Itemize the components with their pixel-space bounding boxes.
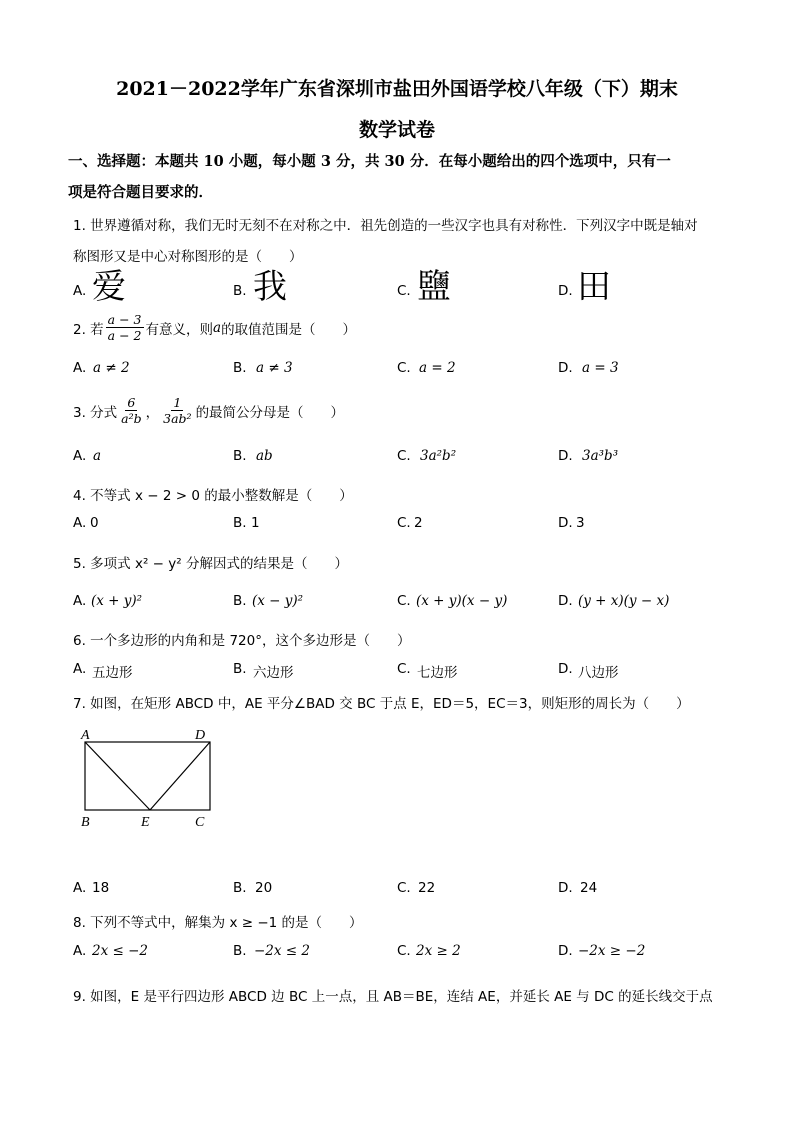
question-5-stem: 5. 多项式 x² − y² 分解因式的结果是（ ） (73, 556, 348, 572)
option-text: 六边形 (253, 665, 294, 681)
question-2-mid: 有意义，则 (145, 321, 213, 338)
fraction (119, 395, 143, 426)
option-text: 2x ≥ 2 (416, 943, 461, 959)
option-label: C. (397, 943, 411, 959)
option-label: A. (73, 943, 87, 959)
question-8-stem: 8. 下列不等式中，解集为 x ≥ −1 的是（ ） (73, 915, 363, 931)
option-text: 20 (255, 880, 273, 896)
vertex-label-a: A (81, 728, 90, 743)
fraction-denominator: a − 2 (107, 328, 142, 343)
option-label: D. (558, 283, 573, 299)
fraction-denominator: 3ab² (163, 411, 192, 426)
option-text: 1 (251, 515, 260, 531)
rectangle-abcd (85, 742, 210, 810)
option-text: a ≠ 3 (256, 360, 293, 376)
question-3-suffix: 的最简公分母是（ ） (195, 404, 345, 421)
option-label: C. (397, 880, 411, 896)
fraction-numerator: 1 (173, 395, 182, 410)
vertex-label-c: C (195, 815, 205, 830)
option-label: B. (233, 515, 247, 531)
option-text: −2x ≤ 2 (254, 943, 310, 959)
variable: a (213, 319, 222, 336)
option-text: 0 (90, 515, 99, 531)
option-text: 五边形 (92, 665, 133, 681)
option-text: 22 (418, 880, 436, 896)
option-label: B. (233, 880, 247, 896)
option-label: D. (558, 661, 573, 677)
option-text: 2x ≤ −2 (92, 943, 148, 959)
option-label: C. (397, 661, 411, 677)
option-text: −2x ≥ −2 (578, 943, 646, 959)
hanzi-wo-glyph: 我 (253, 267, 287, 307)
option-text: (x + y)(x − y) (416, 593, 508, 609)
option-label: A. (73, 283, 87, 299)
option-label: B. (233, 943, 247, 959)
section-heading-line2: 项是符合题目要求的． (68, 184, 213, 201)
section-heading-line1: 一、选择题：本题共 10 小题，每小题 3 分，共 30 分．在每小题给出的四个选项中，只有一 (68, 153, 671, 170)
option-label: B. (233, 593, 247, 609)
option-label: C. (397, 360, 411, 376)
option-text: 18 (92, 880, 110, 896)
option-label: A. (73, 880, 87, 896)
option-label: D. (558, 880, 573, 896)
option-label: C. (397, 515, 411, 531)
option-label: A. (73, 661, 87, 677)
option-text: ab (256, 448, 273, 464)
fraction (106, 312, 144, 343)
question-4-stem: 4. 不等式 x − 2 > 0 的最小整数解是（ ） (73, 488, 353, 504)
option-text: a (93, 448, 102, 464)
option-text: 3a²b² (420, 448, 457, 464)
rectangle-figure (75, 725, 225, 835)
segment-ed (150, 742, 210, 810)
separator: ， (145, 404, 160, 421)
segment-ae (85, 742, 150, 810)
question-9-stem: 9. 如图，E 是平行四边形 ABCD 边 BC 上一点，且 AB＝BE，连结 AE，并延长 AE 与 DC 的延长线交于点 (73, 989, 713, 1005)
option-text: (y + x)(y − x) (578, 593, 670, 609)
fraction-numerator: 6 (127, 395, 136, 410)
exam-title-line2: 数学试卷 (358, 119, 435, 141)
vertex-label-e: E (141, 815, 150, 830)
exam-title-line1: 2021－2022学年广东省深圳市盐田外国语学校八年级（下）期末 (116, 78, 678, 100)
option-label: D. (558, 943, 573, 959)
option-label: A. (73, 593, 87, 609)
vertex-label-d: D (195, 728, 206, 743)
question-3-stem (73, 395, 344, 426)
fraction-denominator: a²b (121, 411, 142, 426)
question-1-stem-line1: 1. 世界遵循对称，我们无时无刻不在对称之中．祖先创造的一些汉字也具有对称性．下列汉字中既是轴对 (73, 218, 698, 234)
option-label: D. (558, 448, 573, 464)
option-text: 24 (580, 880, 598, 896)
hanzi-ai-glyph: 爱 (92, 267, 126, 307)
option-label: A. (73, 515, 87, 531)
hanzi-yan-glyph: 鹽 (417, 267, 451, 307)
option-label: D. (558, 593, 573, 609)
fraction (161, 395, 193, 426)
option-label: B. (233, 360, 247, 376)
option-label: A. (73, 360, 87, 376)
option-label: C. (397, 283, 411, 299)
option-text: 2 (414, 515, 423, 531)
option-text: a = 3 (582, 360, 619, 376)
option-label: C. (397, 448, 411, 464)
option-text: 3 (576, 515, 585, 531)
option-label: C. (397, 593, 411, 609)
option-text: (x + y)² (91, 593, 143, 609)
question-1-stem-line2: 称图形又是中心对称图形的是（ ） (73, 249, 303, 265)
question-2-prefix: 2. 若 (73, 321, 104, 338)
question-7-stem: 7. 如图，在矩形 ABCD 中，AE 平分∠BAD 交 BC 于点 E，ED＝5，EC＝3，则矩形的周长为（ ） (73, 696, 690, 712)
question-2-suffix: 的取值范围是（ ） (221, 321, 357, 338)
option-label: B. (233, 661, 247, 677)
option-label: B. (233, 283, 247, 299)
option-text: 3a³b³ (582, 448, 619, 464)
question-3-prefix: 3. 分式 (73, 404, 118, 421)
vertex-label-b: B (81, 815, 90, 830)
option-text: a ≠ 2 (93, 360, 130, 376)
hanzi-tian-glyph: 田 (577, 267, 611, 307)
option-text: 八边形 (578, 665, 619, 681)
option-text: a = 2 (419, 360, 456, 376)
option-label: D. (558, 515, 573, 531)
option-label: D. (558, 360, 573, 376)
question-6-stem: 6. 一个多边形的内角和是 720°，这个多边形是（ ） (73, 633, 411, 649)
option-label: A. (73, 448, 87, 464)
question-2-stem (73, 312, 356, 343)
option-text: (x − y)² (252, 593, 304, 609)
option-text: 七边形 (417, 665, 458, 681)
fraction-numerator: a − 3 (107, 312, 142, 327)
option-label: B. (233, 448, 247, 464)
